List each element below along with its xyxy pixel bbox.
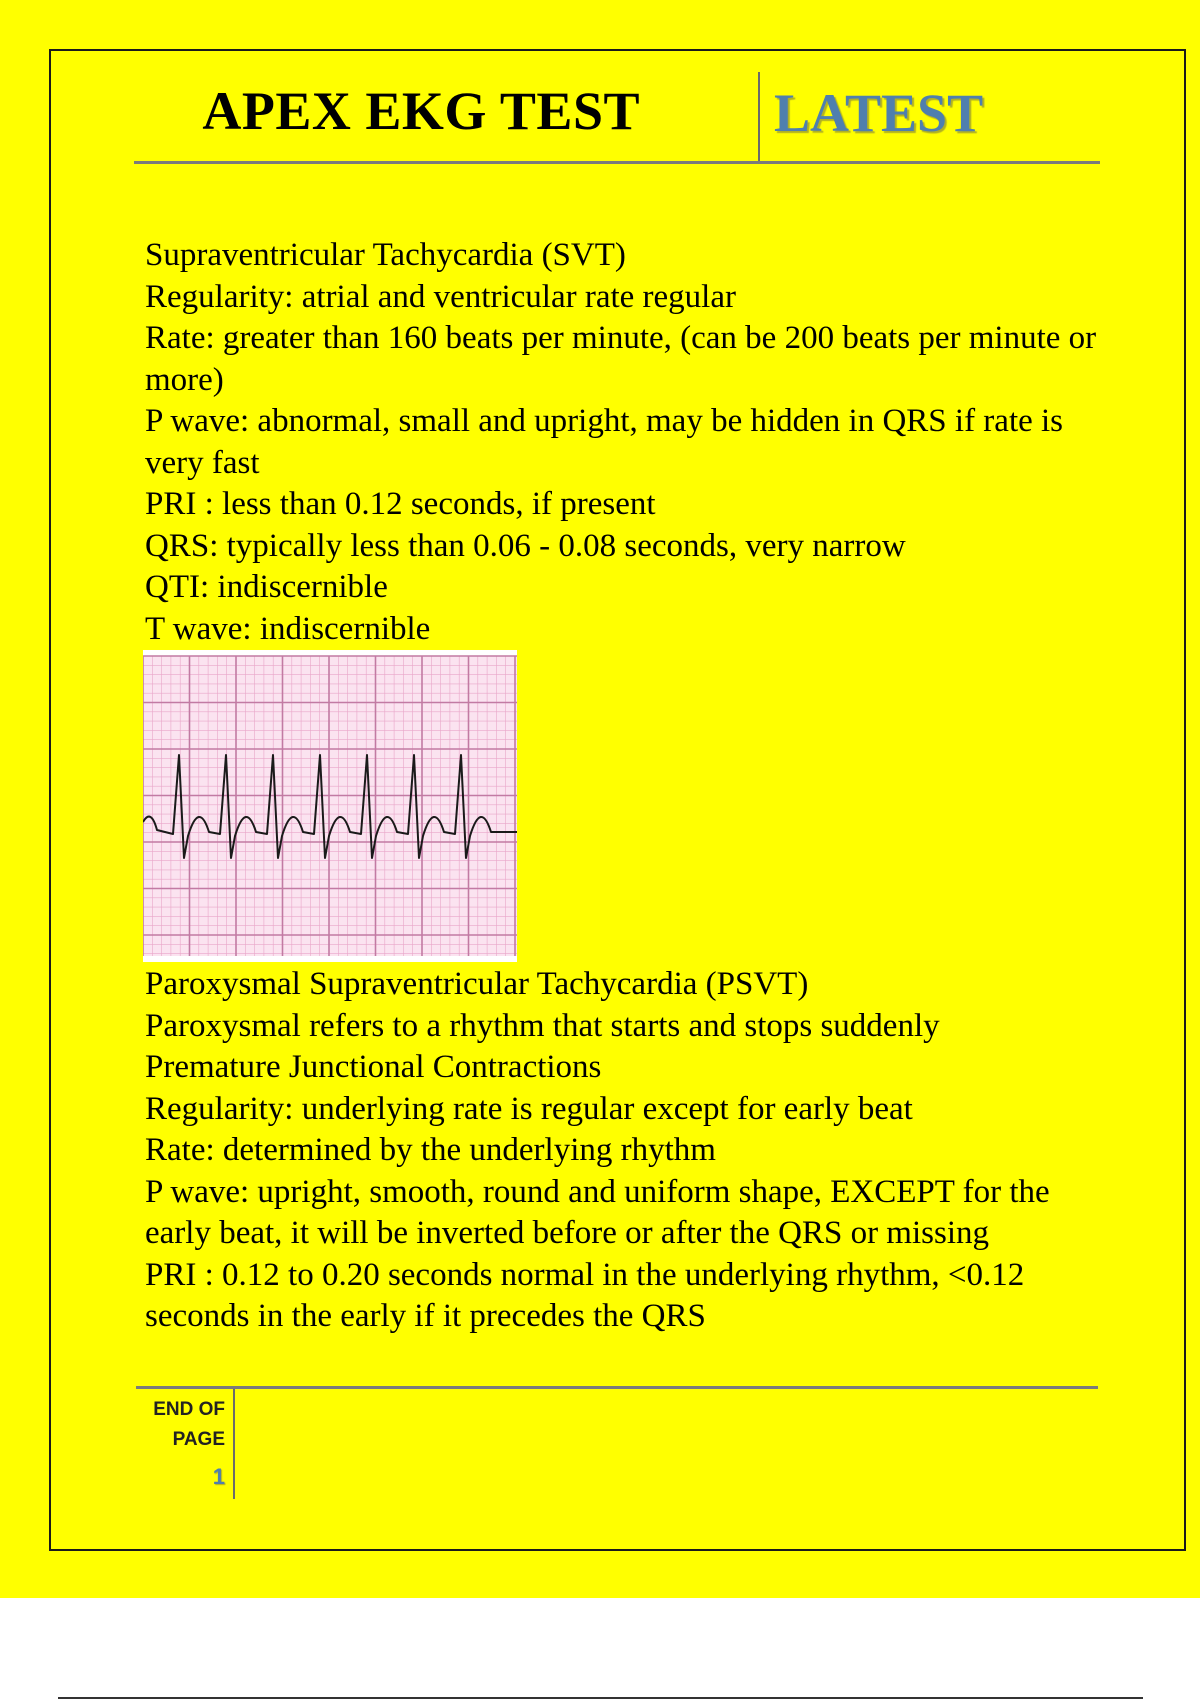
pjc-heading: Premature Junctional Contractions	[145, 1049, 602, 1085]
svt-section	[145, 235, 1105, 650]
svt-t-wave: T wave: indiscernible	[145, 610, 431, 647]
footer-label-line1: END OF	[153, 1399, 225, 1420]
page-header	[134, 70, 1100, 164]
svt-qrs: QRS: typically less than 0.06 - 0.08 seconds, very narrow	[145, 527, 906, 564]
pjc-p-wave: P wave: upright, smooth, round and uniform shape, EXCEPT for the early beat, it will be inverted before or after the QRS or missing	[145, 1173, 1050, 1251]
header-divider	[758, 72, 760, 161]
footer-label	[153, 1395, 225, 1455]
page-content	[145, 235, 1105, 1338]
document-tag: LATEST	[774, 83, 984, 143]
document-title: APEX EKG TEST	[202, 81, 640, 141]
ekg-strip-image	[143, 650, 517, 962]
svt-rate: Rate: greater than 160 beats per minute, (can be 200 beats per minute or more)	[145, 320, 1097, 398]
pjc-regularity: Regularity: underlying rate is regular except for early beat	[145, 1090, 913, 1127]
psvt-section	[145, 964, 1105, 1338]
pjc-pri: PRI : 0.12 to 0.20 seconds normal in the underlying rhythm, <0.12 seconds in the early if it precedes the QRS	[145, 1256, 1025, 1334]
svt-regularity: Regularity: atrial and ventricular rate regular	[145, 278, 736, 315]
svt-pri: PRI : less than 0.12 seconds, if present	[145, 486, 656, 522]
pjc-rate: Rate: determined by the underlying rhythm	[145, 1132, 716, 1168]
footer-divider	[233, 1389, 235, 1499]
footer-rule	[136, 1386, 1098, 1389]
ekg-paper	[143, 656, 517, 956]
page-number: 1	[212, 1464, 225, 1489]
bottom-rule	[58, 1697, 1143, 1699]
psvt-definition: Paroxysmal refers to a rhythm that starts and stops suddenly	[145, 1007, 940, 1044]
footer-label-line2: PAGE	[172, 1429, 225, 1450]
svt-p-wave: P wave: abnormal, small and upright, may be hidden in QRS if rate is very fast	[145, 403, 1064, 481]
svt-heading: Supraventricular Tachycardia (SVT)	[145, 237, 626, 273]
psvt-heading: Paroxysmal Supraventricular Tachycardia (PSVT)	[145, 966, 809, 1002]
svt-qti: QTI: indiscernible	[145, 569, 388, 605]
